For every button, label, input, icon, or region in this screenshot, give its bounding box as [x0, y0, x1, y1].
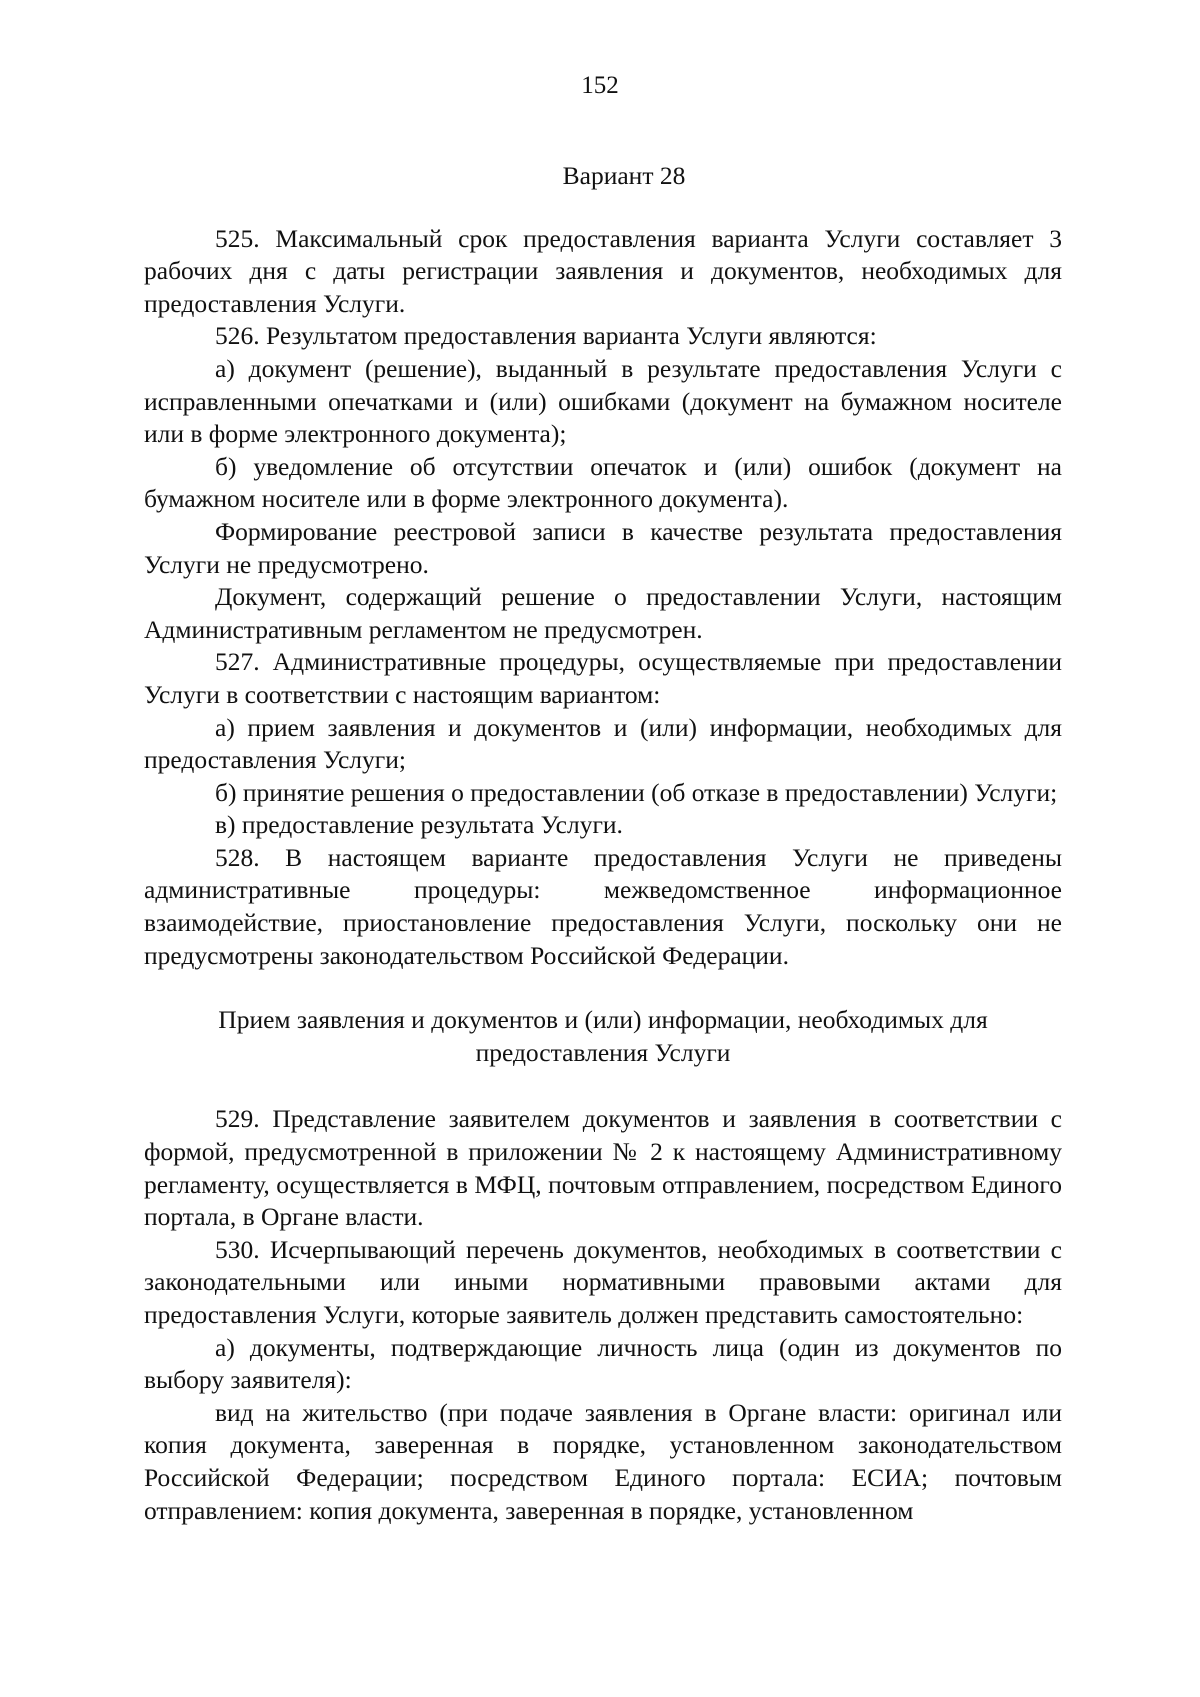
section-heading-line-1: Прием заявления и документов и (или) информации, необходимых для: [218, 1005, 988, 1035]
paragraph-527: 527. Административные процедуры, осуществляемые при предоставлении Услуги в соответствии с настоящим вариантом:: [144, 647, 1062, 709]
document-body: [144, 160, 1062, 1527]
variant-title: Вариант 28: [562, 161, 686, 190]
paragraph-526-b: б) уведомление об отсутствии опечаток и (или) ошибок (документ на бумажном носителе или в форме электронного документа).: [144, 451, 1062, 514]
page-number: 152: [581, 72, 619, 99]
paragraph-decision-document: Документ, содержащий решение о предоставлении Услуги, настоящим Административным регламентом не предусмотрен.: [144, 582, 1062, 644]
paragraph-residence-permit: вид на жительство (при подаче заявления в Органе власти: оригинал или копия документа, заверенная в порядке, установленном законодательством Российской Федерации; посредством Единого портала: ЕСИА; почтовым отправлением: копия документа, заверенная в порядке, установленном: [144, 1397, 1062, 1525]
paragraph-530: 530. Исчерпывающий перечень документов, необходимых в соответствии с законодательными или иными нормативными правовыми актами для предоставления Услуги, которые заявитель должен представить самостоятельно:: [144, 1234, 1062, 1329]
paragraph-525: 525. Максимальный срок предоставления варианта Услуги составляет 3 рабочих дня с даты регистрации заявления и документов, необходимых для предоставления Услуги.: [144, 223, 1062, 318]
section-heading: [144, 1004, 1062, 1069]
paragraph-529: 529. Представление заявителем документов и заявления в соответствии с формой, предусмотренной в приложении № 2 к настоящему Административному регламенту, осуществляется в МФЦ, почтовым отправлением, посредством Единого портала, в Органе власти.: [144, 1104, 1062, 1232]
paragraph-group-lower: [144, 1103, 1062, 1527]
paragraph-526: 526. Результатом предоставления варианта Услуги являются:: [215, 321, 877, 351]
paragraph-527-b: б) принятие решения о предоставлении (об отказе в предоставлении) Услуги;: [215, 777, 1058, 807]
paragraph-530-a: а) документы, подтверждающие личность лица (один из документов по выбору заявителя):: [144, 1332, 1062, 1395]
paragraph-group-upper: [144, 223, 1062, 973]
paragraph-527-v: в) предоставление результата Услуги.: [215, 810, 623, 840]
paragraph-528: 528. В настоящем варианте предоставления Услуги не приведены административные процедуры: межведомственное информационное взаимодействие, приостановление предоставления Услуги, поскольку они не предусмотрены законодательством Российской Федерации.: [144, 842, 1062, 970]
paragraph-registry-record: Формирование реестровой записи в качестве результата предоставления Услуги не предусмотрено.: [144, 516, 1062, 579]
paragraph-527-a: а) прием заявления и документов и (или) информации, необходимых для предоставления Услуги;: [144, 712, 1062, 775]
section-heading-line-2: предоставления Услуги: [475, 1037, 731, 1067]
paragraph-526-a: а) документ (решение), выданный в результате предоставления Услуги с исправленными опечатками и (или) ошибками (документ на бумажном носителе или в форме электронного документа);: [144, 353, 1062, 449]
